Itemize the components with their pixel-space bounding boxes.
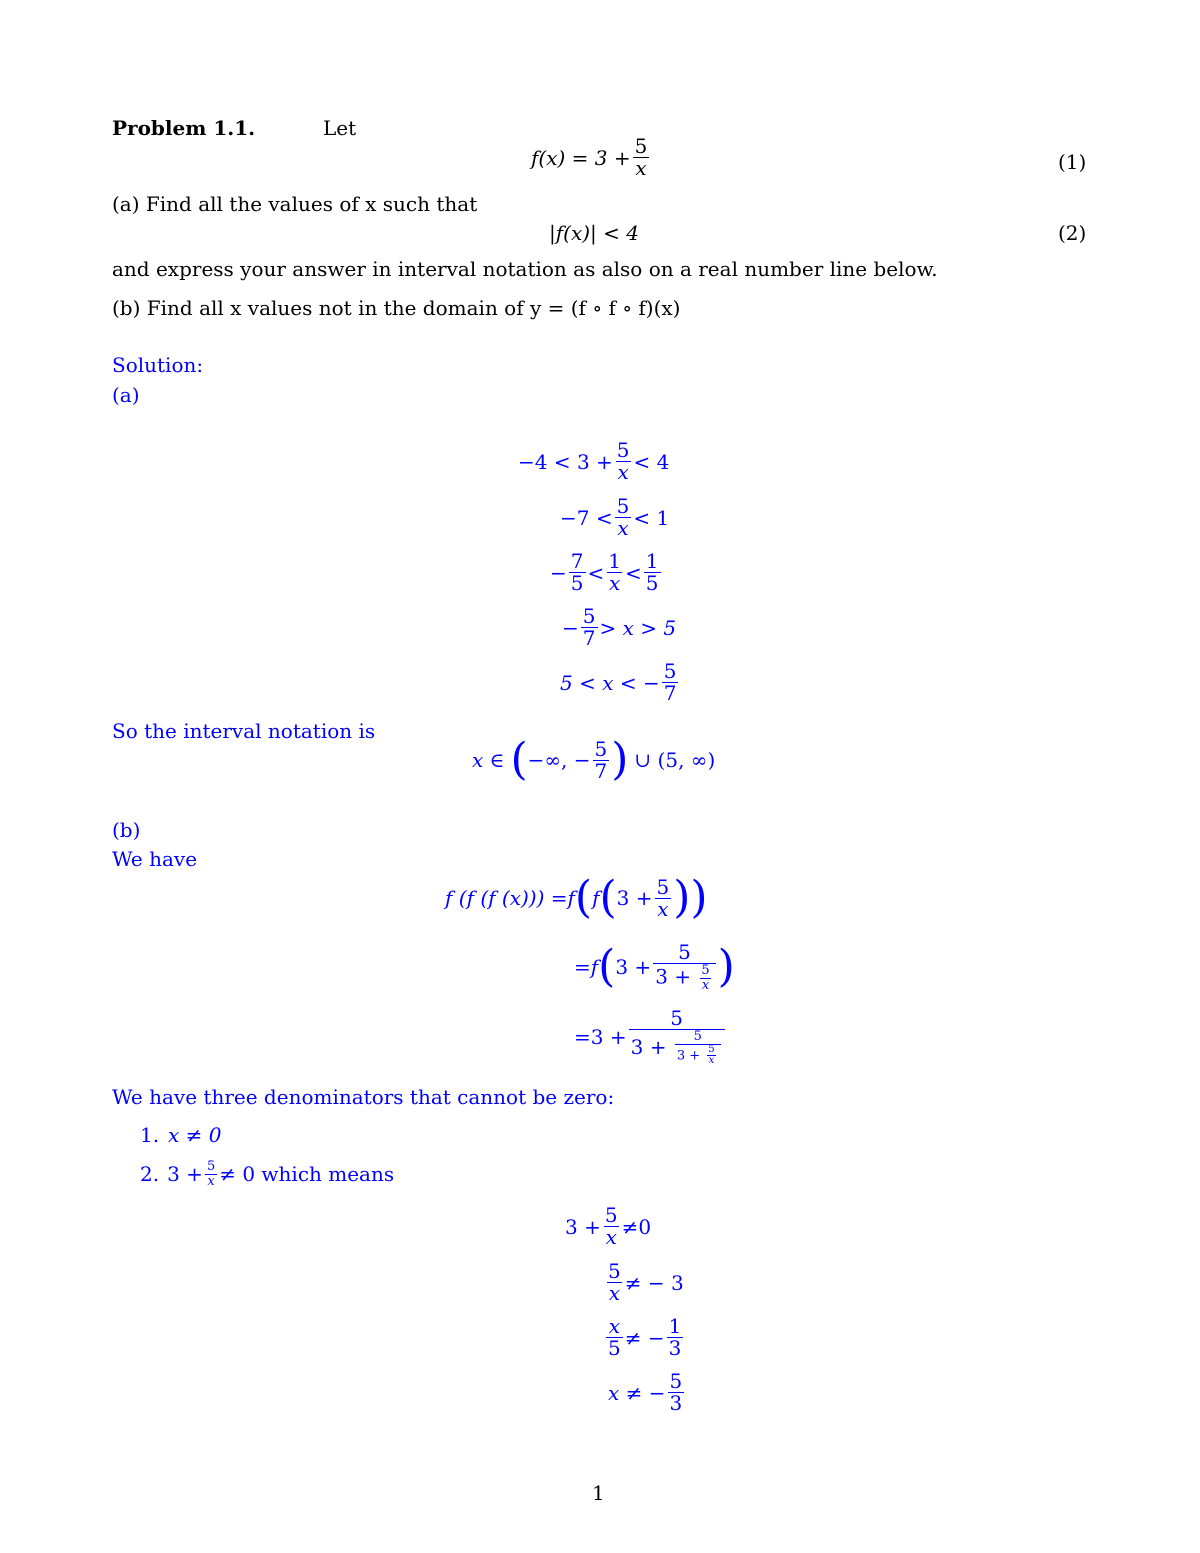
list-item-2-fraction xyxy=(205,1160,217,1188)
step-a3-fraction-2 xyxy=(606,551,623,594)
list-item-2-post: ≠ 0 which means xyxy=(219,1162,395,1187)
right-paren-icon: ) xyxy=(611,734,629,785)
equation-2: |f(x)| < 4 xyxy=(549,221,639,245)
three-plus: 3 + xyxy=(655,964,692,989)
step-b4-left: x ≠ − xyxy=(608,1380,666,1405)
fraction-num: 5 xyxy=(616,438,630,462)
nested-fraction xyxy=(699,964,711,992)
equation-2-label: (2) xyxy=(1058,221,1087,245)
step-b1-left: 3 + xyxy=(565,1214,601,1239)
composition-fraction-2 xyxy=(653,942,715,992)
fraction-num: 5 xyxy=(616,494,630,518)
fraction-den xyxy=(653,963,715,992)
fraction-den: x xyxy=(207,1173,215,1189)
fraction-den: 7 xyxy=(594,758,608,783)
step-b1-fraction xyxy=(603,1205,620,1248)
step-a1-right: < 4 xyxy=(633,449,670,474)
left-paren-icon: ( xyxy=(574,872,593,923)
fraction-den: x xyxy=(617,516,629,540)
step-a1-fraction xyxy=(615,440,632,483)
fraction-num: 5 xyxy=(594,736,608,761)
fraction-num: 5 xyxy=(604,1203,618,1227)
problem-intro: Let xyxy=(323,116,357,140)
fraction-num: 5 xyxy=(669,1369,683,1393)
step-a3 xyxy=(550,551,663,594)
step-b1-right: ≠0 xyxy=(621,1214,652,1239)
step-a1-left: −4 < 3 + xyxy=(518,449,613,474)
problem-heading: Problem 1.1. xyxy=(112,116,256,140)
equals-three-plus: =3 + xyxy=(574,1025,627,1050)
solution-part-a-label: (a) xyxy=(112,383,140,407)
step-b2-right: ≠ − 3 xyxy=(624,1270,684,1295)
step-b2 xyxy=(604,1261,684,1304)
fraction-den: 7 xyxy=(663,681,677,705)
interval-inner: −∞, − xyxy=(527,748,591,772)
step-b3 xyxy=(604,1316,685,1359)
composition-line-2 xyxy=(574,942,735,992)
three-denominators-text: We have three denominators that cannot be zero: xyxy=(112,1085,615,1109)
fraction-num: 5 xyxy=(678,940,691,964)
list-item-1-number: 1. xyxy=(140,1123,160,1147)
list-item-2-number: 2. xyxy=(140,1162,160,1187)
interval-rhs: ∪ (5, ∞) xyxy=(634,748,716,772)
composition-line-1 xyxy=(445,872,708,923)
fraction-den: 5 xyxy=(608,1336,621,1360)
three-plus: 3 + xyxy=(630,1034,667,1059)
fraction-den: x xyxy=(701,977,710,993)
part-b-question: (b) Find all x values not in the domain of y = (f ∘ f ∘ f)(x) xyxy=(112,296,681,320)
fraction-den: x xyxy=(608,1281,620,1305)
fraction-num: 5 xyxy=(708,1043,715,1055)
fraction-den: 3 xyxy=(668,1336,682,1360)
step-a2-fraction xyxy=(615,496,632,539)
equation-1-label: (1) xyxy=(1058,150,1087,174)
fraction-num: 5 xyxy=(206,1159,216,1174)
step-a5-fraction xyxy=(662,661,679,704)
solution-heading: Solution: xyxy=(112,353,204,377)
composition-lhs: f (f (f (x))) = xyxy=(445,886,568,910)
fraction-den: 5 xyxy=(570,571,584,595)
fraction-num: 5 xyxy=(656,874,670,899)
step-b3-fraction-2 xyxy=(667,1316,684,1359)
composition-fraction xyxy=(655,874,672,921)
fraction-num: 5 xyxy=(701,963,710,978)
step-b3-fraction-1 xyxy=(606,1316,623,1359)
left-paren-icon: ( xyxy=(510,734,528,785)
fraction-den: 7 xyxy=(582,626,596,650)
step-a3-fraction-1 xyxy=(569,551,586,594)
fraction-num: 5 xyxy=(663,659,677,683)
f-symbol: f xyxy=(567,886,575,910)
step-a5-left: 5 < x < − xyxy=(560,670,660,695)
three-plus: 3 + xyxy=(615,955,652,980)
page-number: 1 xyxy=(592,1481,605,1505)
list-item-2 xyxy=(140,1160,394,1188)
step-a4-right: > x > 5 xyxy=(599,615,677,640)
step-b3-right: ≠ − xyxy=(624,1325,665,1350)
step-b4 xyxy=(608,1371,686,1414)
step-a5 xyxy=(560,661,680,704)
eq1-num: 5 xyxy=(634,134,648,158)
less-than: < xyxy=(587,560,605,585)
right-paren-icon: ) xyxy=(690,872,708,923)
interval-lhs: x ∈ xyxy=(472,748,505,772)
solution-part-b-label: (b) xyxy=(112,818,141,842)
interval-fraction xyxy=(593,736,610,783)
step-a2 xyxy=(560,496,669,539)
step-b1 xyxy=(565,1205,651,1248)
fraction-den: 5 xyxy=(645,571,659,595)
left-paren-icon: ( xyxy=(598,941,616,993)
fraction-den: x xyxy=(657,896,669,921)
fraction-den xyxy=(675,1044,721,1067)
fraction-num: 1 xyxy=(668,1314,682,1338)
composition-fraction-3 xyxy=(629,1008,725,1067)
fraction-num: 7 xyxy=(570,549,584,573)
step-b2-fraction xyxy=(606,1261,623,1304)
fraction-den: x xyxy=(605,1225,617,1249)
f-symbol: f xyxy=(590,955,599,980)
list-item-2-pre: 3 + xyxy=(167,1162,203,1187)
we-have-text: We have xyxy=(112,847,198,871)
step-b4-fraction xyxy=(668,1371,685,1414)
f-symbol: f xyxy=(592,886,600,910)
step-a4-fraction xyxy=(581,606,598,649)
nested-fraction xyxy=(675,1030,721,1067)
fraction-den: x xyxy=(608,571,621,595)
fraction-num: 5 xyxy=(670,1006,683,1030)
eq1-fraction xyxy=(633,136,650,179)
minus-sign: − xyxy=(562,615,579,640)
step-a1 xyxy=(518,440,669,483)
fraction-num: 1 xyxy=(645,549,659,573)
fraction-num: 1 xyxy=(608,549,621,573)
step-a2-right: < 1 xyxy=(633,505,670,530)
step-a4 xyxy=(562,606,676,649)
eq1-lhs: f(x) = 3 + xyxy=(531,145,631,170)
fraction-num: x xyxy=(608,1314,620,1338)
left-paren-icon: ( xyxy=(599,872,617,923)
step-a2-left: −7 < xyxy=(560,505,613,530)
less-than: < xyxy=(625,560,642,585)
minus-sign: − xyxy=(550,560,567,585)
part-a-continuation: and express your answer in interval notation as also on a real number line below. xyxy=(112,257,938,281)
right-paren-icon: ) xyxy=(717,941,735,993)
fraction-den: x xyxy=(617,460,629,484)
part-a-question: (a) Find all the values of x such that xyxy=(112,192,478,216)
fraction-num: 5 xyxy=(608,1259,621,1283)
interval-answer xyxy=(472,734,716,785)
nested-fraction-inner xyxy=(706,1045,716,1067)
equals-sign: = xyxy=(574,955,591,980)
fraction-num: 5 xyxy=(693,1029,702,1044)
fraction-den xyxy=(629,1029,725,1067)
eq1-den: x xyxy=(635,156,647,180)
three-plus: 3 + xyxy=(676,1048,701,1064)
equation-1 xyxy=(531,136,651,179)
interval-text: So the interval notation is xyxy=(112,719,376,743)
fraction-den: 3 xyxy=(669,1391,683,1415)
fraction-num: 5 xyxy=(582,604,596,628)
right-paren-icon: ) xyxy=(673,872,691,923)
fraction-den: x xyxy=(708,1055,715,1067)
composition-line-3 xyxy=(574,1008,727,1067)
three-plus: 3 + xyxy=(616,886,653,910)
step-a3-fraction-3 xyxy=(644,551,661,594)
list-item-1: x ≠ 0 xyxy=(168,1123,222,1147)
